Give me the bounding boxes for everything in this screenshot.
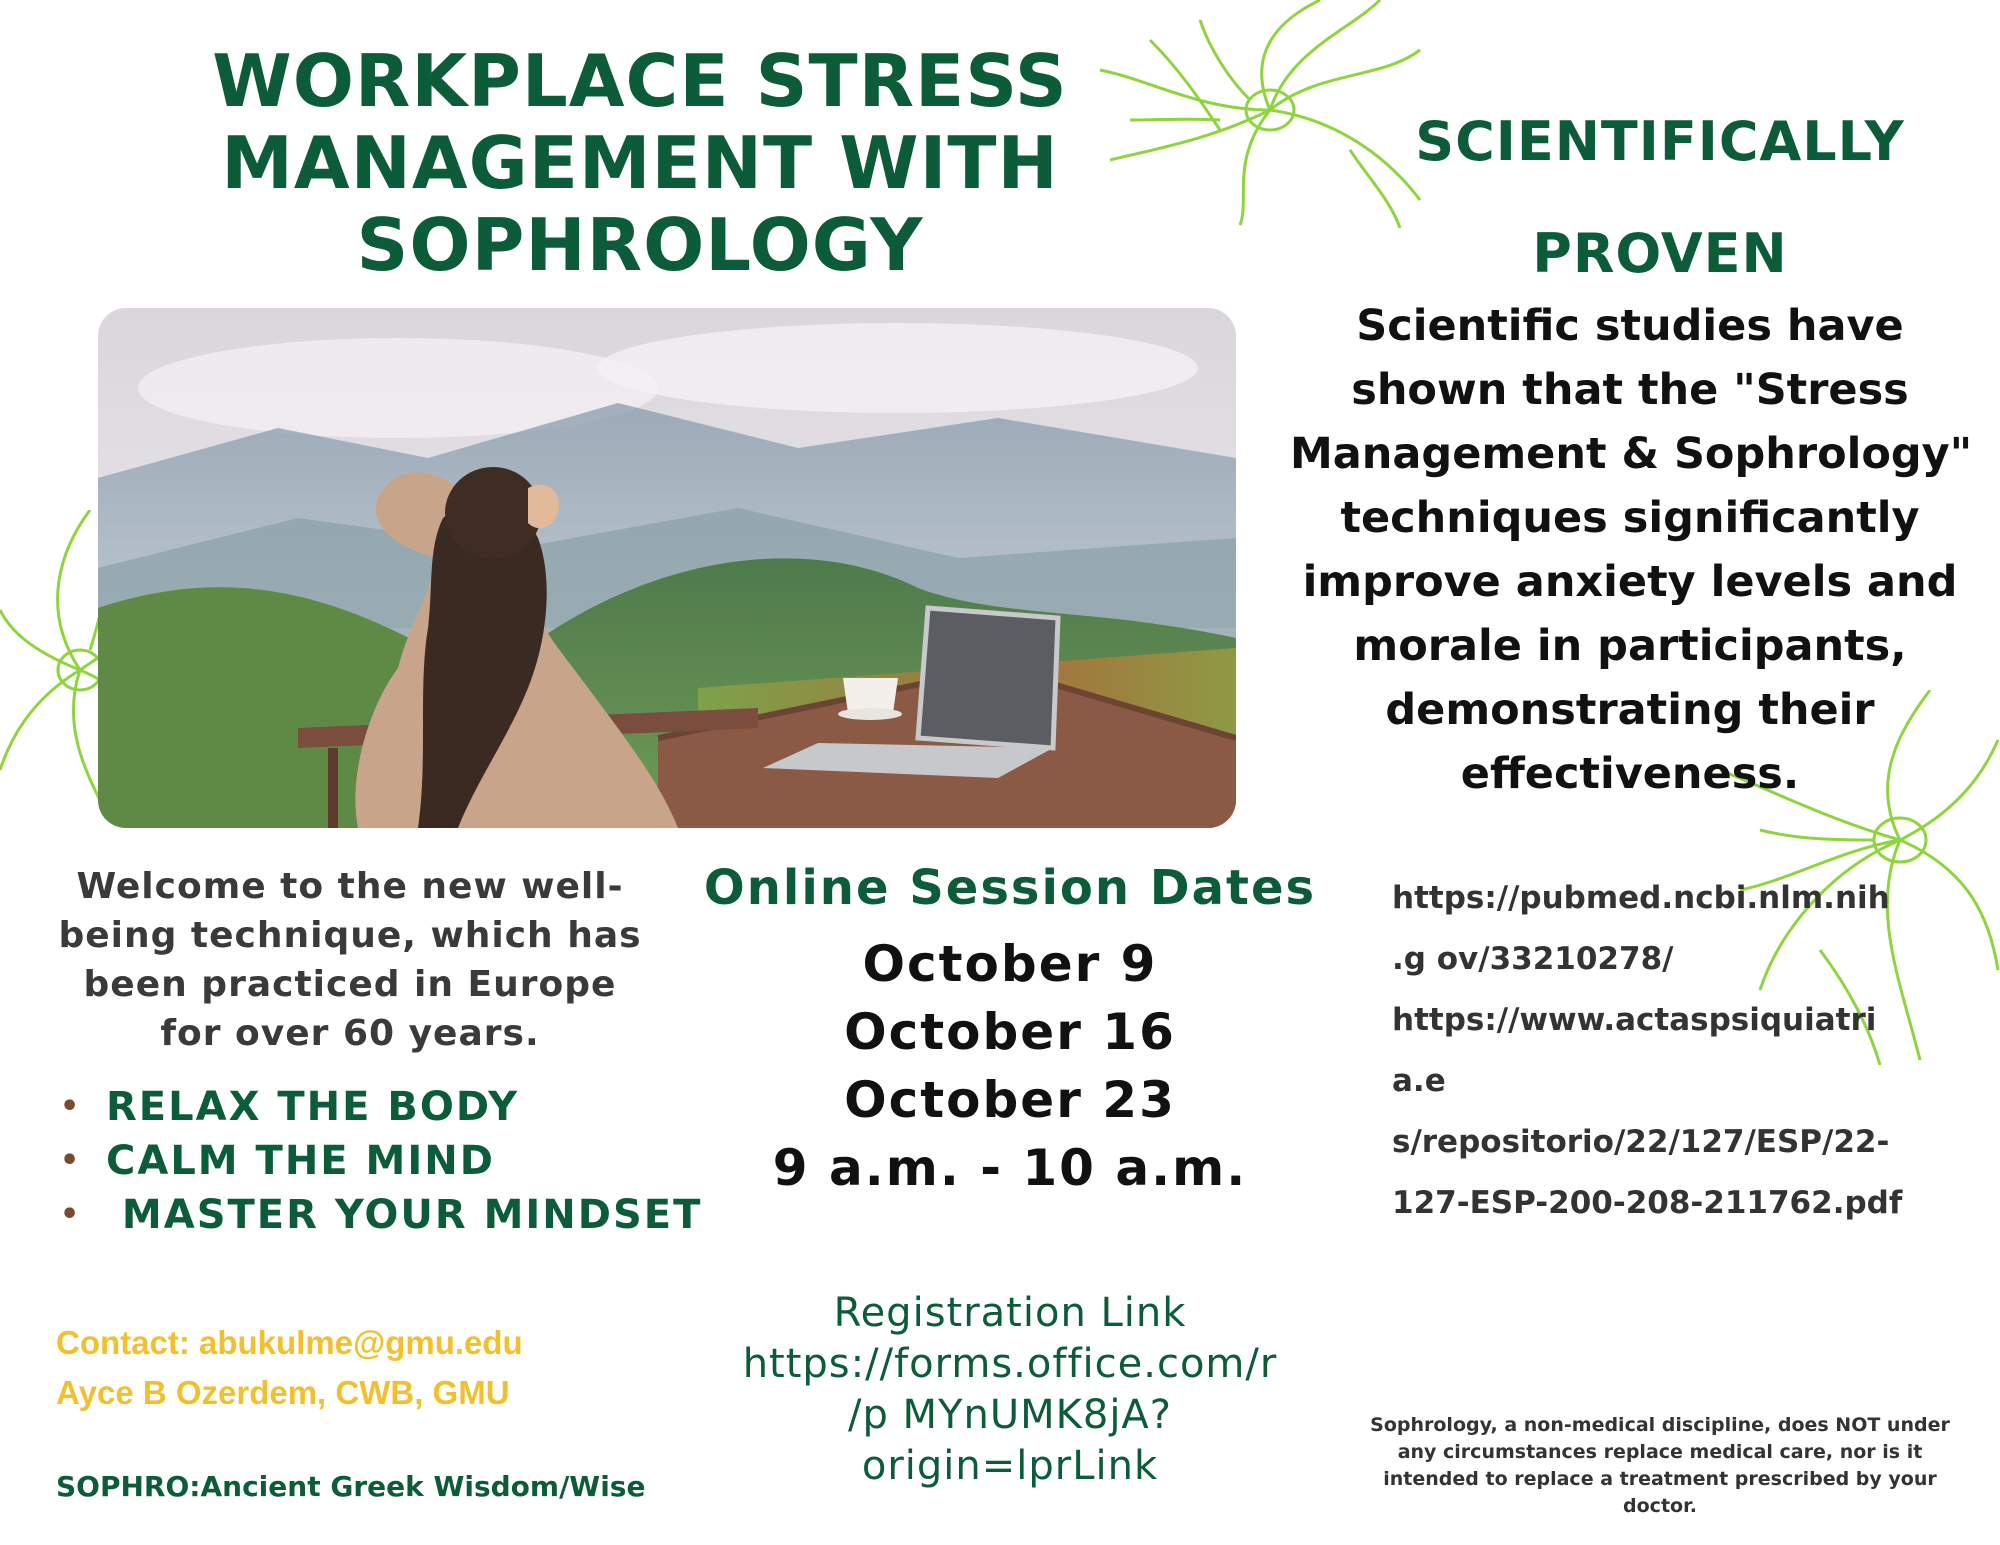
welcome-text <box>40 862 660 1058</box>
scientific-body-line: effectiveness. <box>1460 749 1800 799</box>
registration-link[interactable]: origin=lprLink <box>861 1443 1159 1489</box>
disclaimer-line: doctor. <box>1623 1495 1697 1517</box>
disclaimer-line: any circumstances replace medical care, nor is it <box>1397 1441 1923 1463</box>
scientific-body-line: improve anxiety levels and <box>1302 557 1958 607</box>
bullet-icon: • <box>60 1089 82 1124</box>
reference-link[interactable]: https://www.actaspsiquiatri <box>1392 1002 1877 1038</box>
welcome-line: being technique, which has <box>58 915 642 956</box>
benefit-label: MASTER YOUR MINDSET <box>106 1192 703 1238</box>
reference-link[interactable]: .g ov/33210278/ <box>1392 941 1674 977</box>
page-title <box>190 40 1090 286</box>
welcome-line: Welcome to the new well- <box>76 866 624 907</box>
title-line: WORKPLACE STRESS <box>212 39 1068 123</box>
disclaimer <box>1360 1412 1960 1520</box>
title-line: SOPHROLOGY <box>356 203 924 287</box>
list-item <box>60 1188 703 1242</box>
flower-top-icon <box>1090 0 1430 230</box>
session-date: October 23 <box>844 1071 1176 1129</box>
benefits-list <box>60 1080 703 1242</box>
benefit-label: CALM THE MIND <box>106 1138 495 1184</box>
scientific-body-line: morale in participants, <box>1353 621 1907 671</box>
scientific-body-line: demonstrating their <box>1385 685 1875 735</box>
registration-link[interactable]: https://forms.office.com/r <box>742 1341 1278 1387</box>
session-heading: Online Session Dates <box>703 860 1317 916</box>
scientific-body-line: Management & Sophrology" <box>1290 429 1973 479</box>
session-date: October 16 <box>844 1003 1176 1061</box>
session-date: October 9 <box>862 935 1158 993</box>
welcome-line: been practiced in Europe <box>83 964 617 1005</box>
scientific-body <box>1290 294 1973 806</box>
list-item <box>60 1134 700 1188</box>
reference-link[interactable]: s/repositorio/22/127/ESP/22- <box>1392 1124 1890 1160</box>
session-dates <box>700 930 1320 1202</box>
disclaimer-line: intended to replace a treatment prescribed by your <box>1383 1468 1937 1490</box>
welcome-line: for over 60 years. <box>160 1013 540 1054</box>
scientific-heading-line: SCIENTIFICALLY <box>1415 110 1905 173</box>
registration-link[interactable]: /p MYnUMK8jA? <box>847 1392 1173 1438</box>
registration <box>700 1288 1320 1492</box>
registration-label: Registration Link <box>833 1290 1187 1336</box>
session-time: 9 a.m. - 10 a.m. <box>772 1139 1248 1197</box>
scientific-body-line: techniques significantly <box>1340 493 1920 543</box>
scientific-body-line: Scientific studies have <box>1356 301 1904 351</box>
contact-person: Ayce B Ozerdem, CWB, GMU <box>56 1374 510 1411</box>
scientific-heading <box>1380 86 1940 310</box>
hero-photo <box>98 308 1236 828</box>
reference-link[interactable]: 127-ESP-200-208-211762.pdf <box>1392 1185 1903 1221</box>
sophro-note: SOPHRO:Ancient Greek Wisdom/Wise <box>56 1470 646 1503</box>
reference-link[interactable]: a.e <box>1392 1063 1446 1099</box>
contact-info <box>56 1318 616 1418</box>
scientific-heading-line: PROVEN <box>1532 222 1788 285</box>
scientific-body-line: shown that the "Stress <box>1351 365 1909 415</box>
bullet-icon: • <box>60 1143 82 1178</box>
references <box>1392 868 1952 1234</box>
benefit-label: RELAX THE BODY <box>106 1084 520 1130</box>
disclaimer-line: Sophrology, a non-medical discipline, does NOT under <box>1370 1414 1950 1436</box>
reference-link[interactable]: https://pubmed.ncbi.nlm.nih <box>1392 880 1890 916</box>
title-line: MANAGEMENT WITH <box>221 121 1059 205</box>
list-item <box>60 1080 700 1134</box>
bullet-icon: • <box>60 1197 82 1232</box>
contact-email: Contact: abukulme@gmu.edu <box>56 1324 523 1361</box>
